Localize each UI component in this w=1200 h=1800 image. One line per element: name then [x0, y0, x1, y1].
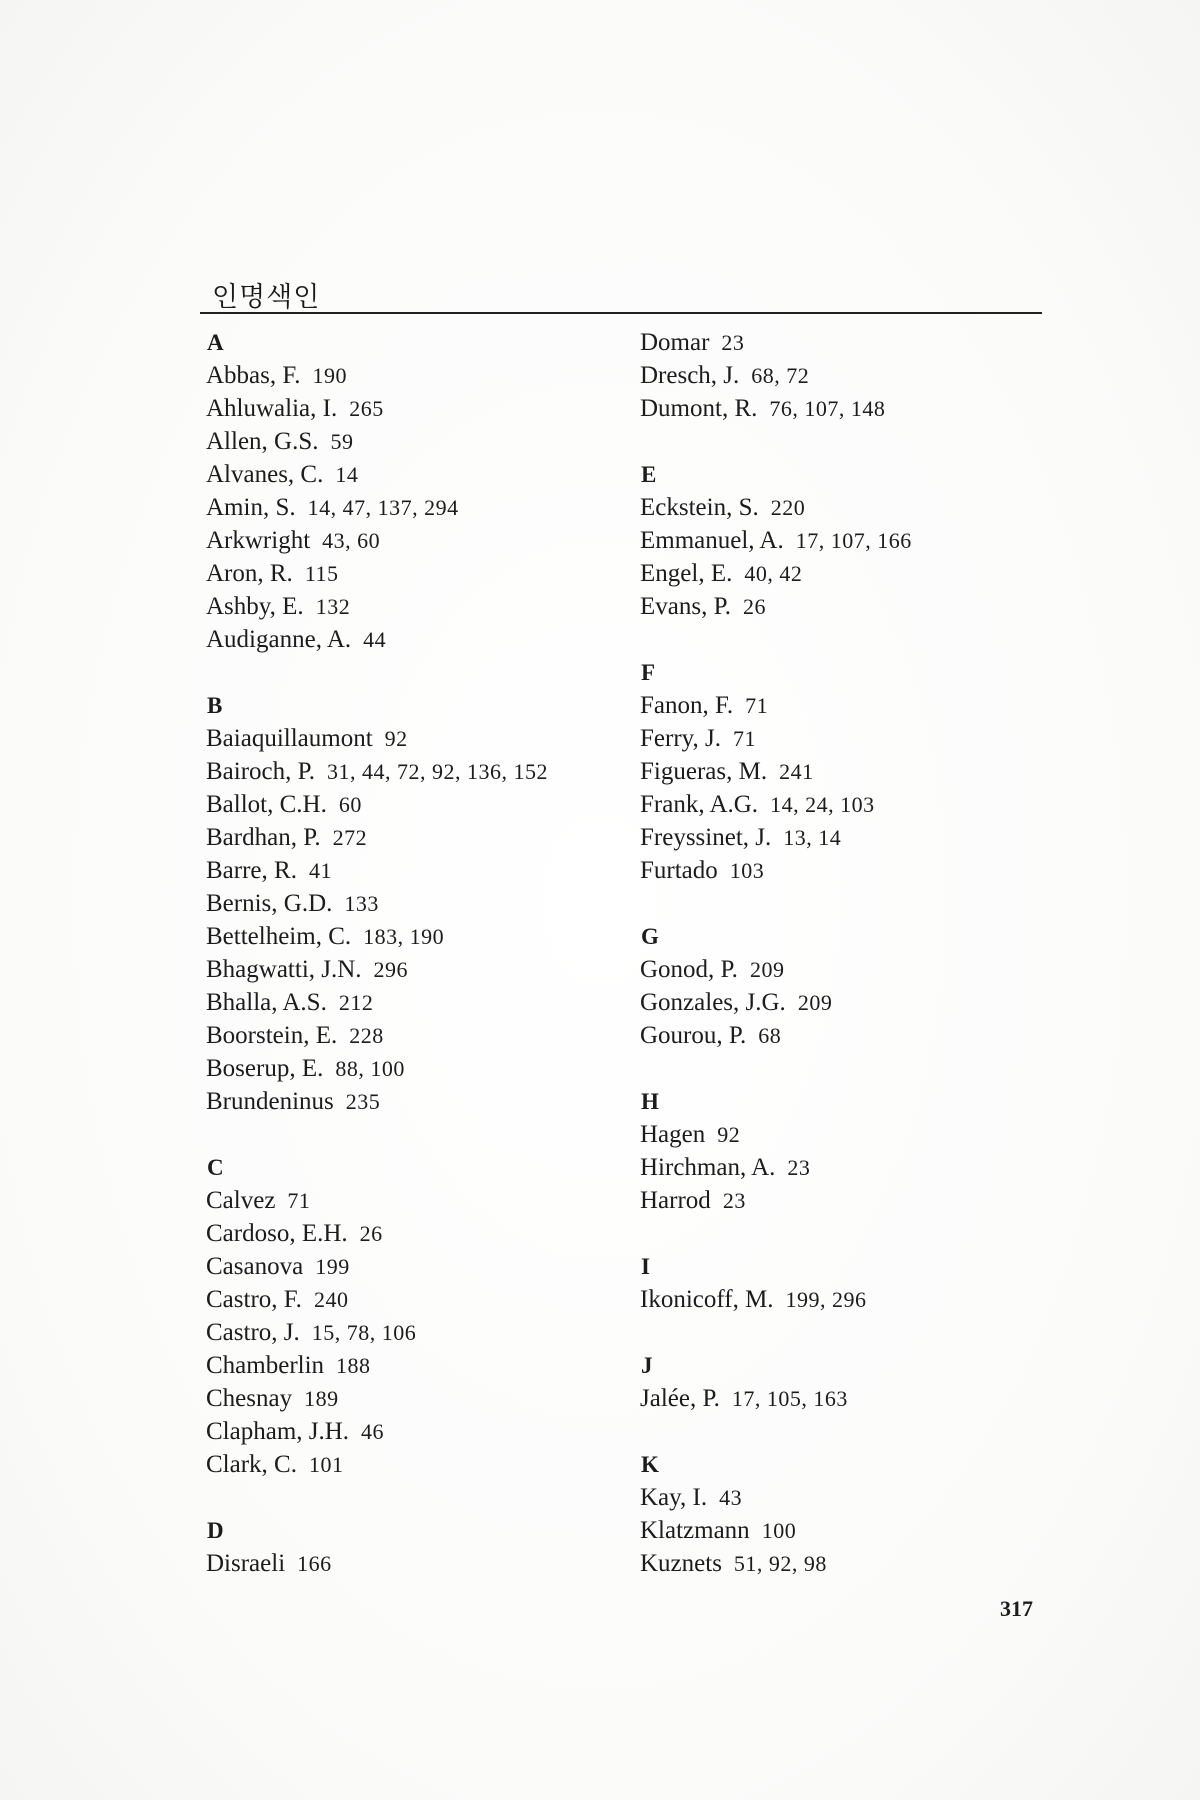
entry-name: Dumont, R. — [640, 395, 758, 422]
entry-pages: 43, 60 — [322, 528, 381, 553]
entry-pages: 190 — [312, 363, 348, 388]
index-group — [640, 458, 1040, 623]
index-entry — [640, 788, 1040, 821]
entry-name: Hagen — [640, 1121, 706, 1148]
entry-name: Chamberlin — [206, 1352, 325, 1379]
index-letter-heading: F — [641, 660, 656, 685]
index-entry — [640, 392, 1040, 425]
index-group — [640, 1250, 1040, 1316]
index-group — [640, 1085, 1040, 1217]
entry-name: Gourou, P. — [640, 1022, 747, 1049]
index-entry — [640, 557, 1040, 590]
entry-name: Boorstein, E. — [206, 1022, 338, 1049]
index-entry — [206, 986, 606, 1019]
index-entry — [640, 1382, 1040, 1415]
entry-pages: 199, 296 — [785, 1287, 867, 1312]
index-entry — [206, 590, 606, 623]
entry-name: Ballot, C.H. — [206, 791, 327, 818]
entry-name: Hirchman, A. — [640, 1154, 776, 1181]
index-entry — [206, 1085, 606, 1118]
index-entry — [206, 1415, 606, 1448]
index-group — [206, 1514, 606, 1580]
index-entry — [206, 887, 606, 920]
entry-name: Bernis, G.D. — [206, 890, 333, 917]
entry-name: Clark, C. — [206, 1451, 297, 1478]
entry-name: Fanon, F. — [640, 692, 734, 719]
entry-pages: 272 — [332, 825, 368, 850]
page-title: 인명색인 — [212, 282, 321, 313]
index-letter-heading: J — [641, 1353, 653, 1378]
index-group — [640, 1448, 1040, 1580]
entry-name: Ahluwalia, I. — [206, 395, 338, 422]
entry-name: Ikonicoff, M. — [640, 1286, 774, 1313]
entry-pages: 17, 105, 163 — [731, 1386, 848, 1411]
index-entry — [206, 359, 606, 392]
index-group — [206, 1151, 606, 1481]
entry-pages: 228 — [349, 1023, 384, 1048]
entry-pages: 46 — [361, 1419, 385, 1444]
entry-pages: 101 — [308, 1452, 344, 1477]
index-entry — [206, 755, 606, 788]
index-letter-heading: K — [641, 1452, 659, 1477]
index-entry — [640, 821, 1040, 854]
index-group — [640, 920, 1040, 1052]
entry-name: Brundeninus — [206, 1088, 334, 1115]
index-letter-heading: H — [641, 1089, 659, 1114]
entry-name: Gonod, P. — [640, 956, 738, 983]
index-entry — [206, 1217, 606, 1250]
index-entry — [640, 1019, 1040, 1052]
index-entry — [206, 524, 606, 557]
entry-name: Emmanuel, A. — [640, 527, 784, 554]
index-letter-heading: A — [207, 330, 224, 355]
entry-name: Allen, G.S. — [206, 428, 319, 455]
entry-pages: 40, 42 — [744, 561, 803, 586]
entry-name: Furtado — [640, 857, 718, 884]
entry-name: Castro, J. — [206, 1319, 300, 1346]
index-entry — [206, 1052, 606, 1085]
entry-name: Amin, S. — [206, 494, 296, 521]
entry-pages: 132 — [315, 594, 351, 619]
entry-pages: 133 — [344, 891, 379, 916]
entry-pages: 188 — [336, 1353, 371, 1378]
index-entry — [206, 425, 606, 458]
entry-name: Disraeli — [206, 1550, 286, 1577]
entry-pages: 71 — [287, 1188, 311, 1213]
index-entry — [206, 1349, 606, 1382]
entry-pages: 76, 107, 148 — [769, 396, 886, 421]
index-letter-heading: E — [641, 462, 657, 487]
index-letter-heading: I — [641, 1254, 650, 1279]
entry-pages: 43 — [719, 1485, 743, 1510]
entry-pages: 220 — [770, 495, 806, 520]
entry-pages: 240 — [313, 1287, 349, 1312]
entry-name: Calvez — [206, 1187, 276, 1214]
entry-pages: 103 — [729, 858, 765, 883]
index-entry — [206, 623, 606, 656]
page-number: 317 — [1000, 1596, 1033, 1621]
entry-name: Domar — [640, 329, 710, 356]
entry-pages: 51, 92, 98 — [733, 1551, 827, 1576]
index-entry — [206, 854, 606, 887]
entry-pages: 14, 24, 103 — [770, 792, 875, 817]
entry-name: Aron, R. — [206, 560, 293, 587]
entry-pages: 26 — [359, 1221, 383, 1246]
entry-pages: 14, 47, 137, 294 — [307, 495, 459, 520]
entry-name: Cardoso, E.H. — [206, 1220, 348, 1247]
entry-pages: 60 — [338, 792, 362, 817]
entry-pages: 23 — [721, 330, 745, 355]
index-entry — [206, 821, 606, 854]
index-entry — [206, 1547, 606, 1580]
entry-pages: 68 — [758, 1023, 782, 1048]
entry-pages: 100 — [761, 1518, 797, 1543]
index-entry — [206, 458, 606, 491]
entry-pages: 17, 107, 166 — [795, 528, 912, 553]
entry-pages: 14 — [335, 462, 359, 487]
index-letter-heading: B — [207, 693, 223, 718]
index-entry — [640, 326, 1040, 359]
entry-pages: 31, 44, 72, 92, 136, 152 — [327, 759, 549, 784]
entry-pages: 71 — [733, 726, 757, 751]
index-group — [640, 326, 1040, 425]
index-entry — [640, 854, 1040, 887]
entry-name: Ashby, E. — [206, 593, 304, 620]
entry-name: Figueras, M. — [640, 758, 768, 785]
entry-name: Chesnay — [206, 1385, 293, 1412]
entry-name: Dresch, J. — [640, 362, 740, 389]
index-letter-heading: D — [207, 1518, 224, 1543]
index-entry — [640, 1151, 1040, 1184]
entry-name: Bhagwatti, J.N. — [206, 956, 362, 983]
index-group — [640, 1349, 1040, 1415]
entry-pages: 212 — [338, 990, 374, 1015]
index-entry — [640, 689, 1040, 722]
index-entry — [640, 590, 1040, 623]
index-entry — [206, 953, 606, 986]
index-entry — [206, 788, 606, 821]
entry-name: Jalée, P. — [640, 1385, 720, 1412]
index-entry — [640, 1118, 1040, 1151]
index-entry — [206, 491, 606, 524]
entry-pages: 13, 14 — [783, 825, 842, 850]
entry-name: Freyssinet, J. — [640, 824, 772, 851]
index-entry — [206, 1019, 606, 1052]
index-entry — [640, 359, 1040, 392]
entry-pages: 166 — [297, 1551, 332, 1576]
entry-name: Gonzales, J.G. — [640, 989, 786, 1016]
entry-pages: 183, 190 — [363, 924, 445, 949]
entry-pages: 26 — [742, 594, 766, 619]
entry-pages: 15, 78, 106 — [311, 1320, 417, 1345]
entry-name: Alvanes, C. — [206, 461, 324, 488]
entry-name: Castro, F. — [206, 1286, 302, 1313]
entry-name: Bettelheim, C. — [206, 923, 352, 950]
index-entry — [640, 755, 1040, 788]
index-entry — [640, 1481, 1040, 1514]
entry-pages: 115 — [304, 561, 339, 586]
index-column-left — [206, 326, 606, 1613]
index-entry — [206, 920, 606, 953]
entry-pages: 209 — [797, 990, 833, 1015]
entry-pages: 41 — [308, 858, 332, 883]
entry-pages: 44 — [363, 627, 387, 652]
entry-pages: 296 — [373, 957, 409, 982]
index-group — [640, 656, 1040, 887]
index-column-right — [640, 326, 1040, 1613]
entry-pages: 23 — [722, 1188, 746, 1213]
entry-pages: 209 — [749, 957, 785, 982]
entry-name: Casanova — [206, 1253, 304, 1280]
index-entry — [640, 1283, 1040, 1316]
entry-pages: 199 — [315, 1254, 350, 1279]
entry-name: Bhalla, A.S. — [206, 989, 327, 1016]
index-entry — [640, 722, 1040, 755]
index-entry — [640, 953, 1040, 986]
entry-pages: 235 — [345, 1089, 381, 1114]
entry-name: Ferry, J. — [640, 725, 722, 752]
entry-name: Arkwright — [206, 527, 311, 554]
entry-name: Bardhan, P. — [206, 824, 321, 851]
entry-pages: 92 — [717, 1122, 741, 1147]
index-group — [206, 689, 606, 1118]
entry-pages: 265 — [349, 396, 384, 421]
entry-name: Frank, A.G. — [640, 791, 759, 818]
entry-name: Audiganne, A. — [206, 626, 352, 653]
index-entry — [206, 1250, 606, 1283]
entry-name: Clapham, J.H. — [206, 1418, 350, 1445]
entry-name: Abbas, F. — [206, 362, 301, 389]
entry-pages: 92 — [384, 726, 408, 751]
entry-pages: 88, 100 — [335, 1056, 405, 1081]
header-rule — [200, 312, 1042, 314]
entry-name: Bairoch, P. — [206, 758, 316, 785]
entry-pages: 59 — [330, 429, 354, 454]
entry-name: Evans, P. — [640, 593, 731, 620]
index-entry — [640, 491, 1040, 524]
index-entry — [206, 1184, 606, 1217]
entry-name: Engel, E. — [640, 560, 733, 587]
entry-name: Klatzmann — [640, 1517, 750, 1544]
index-entry — [206, 1283, 606, 1316]
index-entry — [206, 392, 606, 425]
entry-pages: 189 — [304, 1386, 339, 1411]
index-entry — [640, 524, 1040, 557]
entry-name: Eckstein, S. — [640, 494, 759, 521]
index-letter-heading: G — [641, 924, 659, 949]
index-entry — [640, 1514, 1040, 1547]
index-entry — [640, 1184, 1040, 1217]
entry-name: Boserup, E. — [206, 1055, 324, 1082]
entry-pages: 241 — [779, 759, 814, 784]
entry-name: Kuznets — [640, 1550, 722, 1577]
index-entry — [206, 1316, 606, 1349]
index-entry — [206, 1448, 606, 1481]
entry-name: Kay, I. — [640, 1484, 708, 1511]
entry-name: Barre, R. — [206, 857, 297, 884]
index-entry — [206, 1382, 606, 1415]
index-letter-heading: C — [207, 1155, 224, 1180]
entry-pages: 71 — [745, 693, 769, 718]
index-entry — [206, 722, 606, 755]
index-entry — [206, 557, 606, 590]
index-entry — [640, 1547, 1040, 1580]
entry-name: Baiaquillaumont — [206, 725, 373, 752]
index-group — [206, 326, 606, 656]
entry-name: Harrod — [640, 1187, 711, 1214]
entry-pages: 23 — [787, 1155, 811, 1180]
entry-pages: 68, 72 — [751, 363, 810, 388]
index-entry — [640, 986, 1040, 1019]
